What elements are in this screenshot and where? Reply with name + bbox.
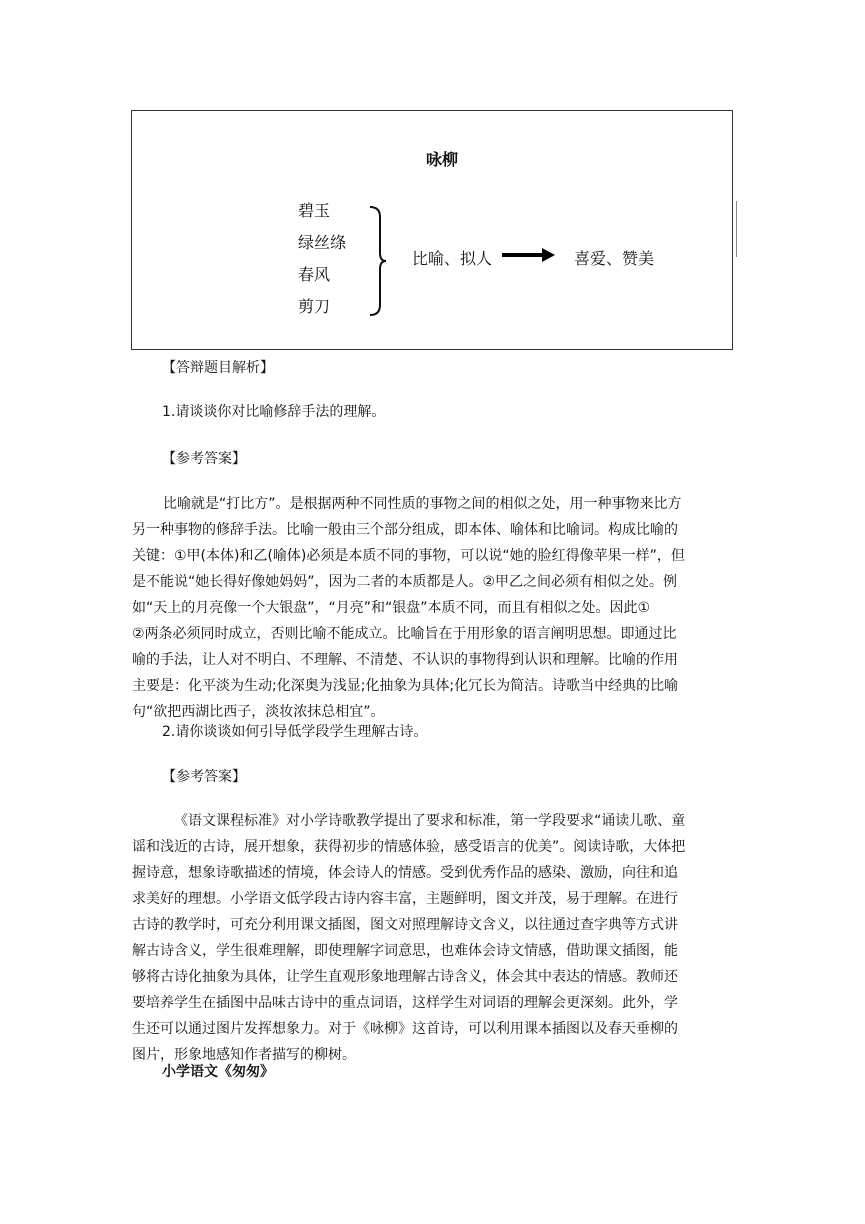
brace-icon [368, 205, 388, 317]
answer-2-line: 求美好的理想。小学语文低学段古诗内容丰富，主题鲜明，图文并茂，易于理解。在进行 [132, 891, 678, 907]
answer-2-line: 要培养学生在插图中品味古诗中的重点词语，这样学生对词语的理解会更深刻。此外，学 [132, 995, 678, 1011]
divider [736, 201, 737, 257]
section-title: 小学语文《匆匆》 [162, 1064, 274, 1080]
answer-2 [132, 808, 734, 1068]
diagram-word: 剪刀 [298, 297, 331, 316]
answer-1-line: 喻的手法，让人对不明白、不理解、不清楚、不认识的事物得到认识和理解。比喻的作用 [132, 652, 678, 668]
answer-2-line: 生还可以通过图片发挥想象力。对于《咏柳》这首诗，可以利用课本插图以及春天垂柳的 [132, 1021, 678, 1037]
answer-2-line: 握诗意，想象诗歌描述的情境，体会诗人的情感。受到优秀作品的感染、激励，向往和追 [132, 865, 678, 881]
answer-1-line: 主要是：化平淡为生动;化深奥为浅显;化抽象为具体;化冗长为简洁。诗歌当中经典的比喻 [132, 678, 679, 694]
answer-1-line: 如“天上的月亮像一个大银盘”，“月亮”和“银盘”本质不同，而且有相似之处。因此① [132, 600, 651, 616]
answer-2-line: 古诗的教学时，可充分利用课文插图，图文对照理解诗文含义，以往通过查字典等方式讲 [132, 917, 678, 933]
question-2: 2.请你谈谈如何引导低学段学生理解古诗。 [162, 724, 428, 740]
diagram-word: 绿丝绦 [298, 233, 347, 252]
answer-1-line: 句“欲把西湖比西子，淡妆浓抹总相宜”。 [132, 704, 385, 720]
answer-2-line: 解古诗含义，学生很难理解，即使理解字词意思，也难体会诗文情感，借助课文插图，能 [132, 943, 678, 959]
diagram-method: 比喻、拟人 [412, 249, 493, 268]
diagram-title: 咏柳 [425, 150, 458, 169]
answer-2-line: 图片，形象地感知作者描写的柳树。 [132, 1047, 356, 1063]
answer-1-line: 关键：①甲(本体)和乙(喻体)必须是本质不同的事物，可以说“她的脸红得像苹果一样”，但 [132, 548, 685, 564]
arrow-right-icon [502, 247, 556, 263]
answer-2-line: 谣和浅近的古诗，展开想象，获得初步的情感体验，感受语言的优美”。阅读诗歌，大体把 [132, 839, 686, 855]
diagram-effect: 喜爱、赞美 [574, 249, 655, 268]
answer-1-line: 是不能说“她长得好像她妈妈”，因为二者的本质都是人。②甲乙之间必须有相似之处。例 [132, 574, 678, 590]
diagram-word: 碧玉 [298, 201, 331, 220]
answer-1 [132, 491, 734, 725]
answer-2-line: 够将古诗化抽象为具体，让学生直观形象地理解古诗含义，体会其中表达的情感。教师还 [132, 969, 678, 985]
answer-1-line: ②两条必须同时成立，否则比喻不能成立。比喻旨在于用形象的语言阐明思想。即通过比 [132, 626, 677, 642]
reference-answer-heading: 【参考答案】 [162, 769, 246, 785]
blackboard-diagram [131, 110, 733, 350]
answer-1-line: 另一种事物的修辞手法。比喻一般由三个部分组成，即本体、喻体和比喻词。构成比喻的 [132, 522, 678, 538]
diagram-word: 春风 [298, 265, 331, 284]
answer-1-line: 比喻就是“打比方”。是根据两种不同性质的事物之间的相似之处，用一种事物来比方 [163, 496, 682, 512]
reference-answer-heading: 【参考答案】 [162, 451, 246, 467]
answer-2-line: 《语文课程标准》对小学诗歌教学提出了要求和标准，第一学段要求“诵读儿歌、童 [174, 813, 686, 829]
analysis-heading: 【答辩题目解析】 [162, 360, 274, 376]
question-1: 1.请谈谈你对比喻修辞手法的理解。 [162, 404, 386, 420]
